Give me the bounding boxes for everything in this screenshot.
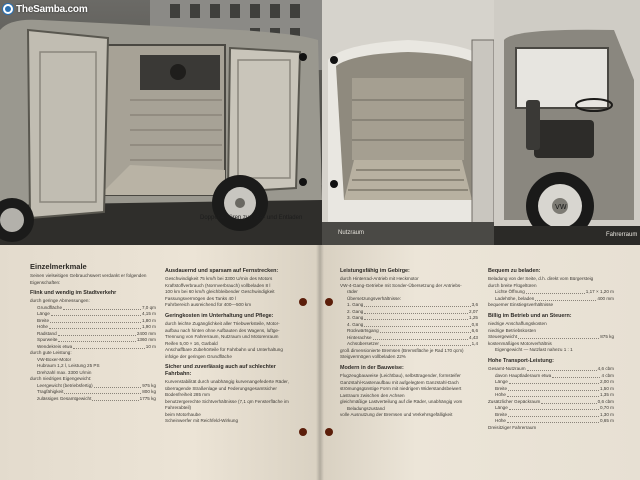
spec-column-2 bbox=[165, 268, 293, 425]
spec-line: gleichmäßige Lastverteilung auf die Räder, unabhängig vom bbox=[340, 399, 463, 405]
spec-row: Spurweite 1360 mm bbox=[37, 337, 156, 343]
spec-line: benutzergerechte Sichtverhältnisse (7,1 qm Fensterfläche im bbox=[165, 398, 289, 404]
gear-row: 1. Gang 3,6 bbox=[347, 302, 478, 308]
spec-column-4 bbox=[488, 268, 614, 431]
spec-line: Scheinwerfer mit Reichfeld-Wirkung bbox=[165, 418, 239, 424]
section-title-safety: Sicher und zuverlässig auch auf schlechter Fahrbahn: bbox=[165, 364, 276, 377]
caption-cargo-space: Nutzraum bbox=[338, 230, 365, 236]
spec-line: Fahrerabteil) bbox=[165, 405, 192, 411]
section-title-economy: Billig im Betrieb und an Steuern: bbox=[488, 312, 572, 319]
section-subtitle: durch niedriges Eigengewicht: bbox=[30, 376, 92, 382]
spec-line: beim Motorhaube bbox=[165, 411, 201, 417]
section-title-long-distance: Ausdauernd und sparsam auf Fernstrecken: bbox=[165, 268, 279, 274]
spec-line: VW-4-Gang-Getriebe mit Sonder-Übersetzung der Antriebs- bbox=[340, 282, 462, 288]
page-fold bbox=[316, 245, 324, 480]
spec-column-1 bbox=[30, 262, 156, 402]
spec-row: zulässiges Gesamtgewicht 1775 kg bbox=[37, 395, 156, 401]
spec-line: strömungsgünstige Form mit niedrigem Widerstandsbeiwert bbox=[340, 386, 462, 392]
gear-row: Rückwärtsgang 6,6 bbox=[347, 328, 478, 334]
spec-line: Trennung von Fahrerraum, Nutzraum und Motorenraum bbox=[165, 334, 279, 340]
spec-row: davon Hauptladeraum etwa 4 cbm bbox=[495, 372, 614, 378]
spec-line: Flugzeugbauweise (Leichtbau), selbsttragender, formsteifer bbox=[340, 373, 461, 379]
spec-line: Reifen 5,00 × 16, Garbald bbox=[165, 340, 218, 346]
spec-line: kostenmäßiges Motorverhältnis bbox=[488, 340, 552, 346]
spec-row: Radstand 2400 mm bbox=[37, 330, 156, 336]
spec-row: Höhe 1,35 m bbox=[495, 392, 614, 398]
photo-cargo-interior bbox=[322, 0, 494, 245]
spec-line: Steigvermögen vollbeladen 22% bbox=[340, 354, 406, 360]
spec-row: Leergewicht (betriebsfertig) 975 kg bbox=[37, 382, 156, 388]
spec-column-3 bbox=[340, 268, 478, 419]
spec-row: Breite 1,50 m bbox=[495, 385, 614, 391]
binding-hole bbox=[325, 428, 333, 436]
spec-line: durch Hinterrad-Antrieb mit Heckmotor bbox=[340, 276, 419, 282]
binding-hole bbox=[325, 298, 333, 306]
spec-line: überragende Straßenlage und Federungsgesamtsicher bbox=[165, 385, 277, 391]
section-subtitle: durch gute Leistung: bbox=[30, 350, 72, 356]
gear-row: Achsübersetzer 1,4 bbox=[347, 341, 478, 347]
spec-row: Ladehöhe, beladen 400 mm bbox=[495, 295, 614, 301]
caption-double-doors: Doppelte Türen zum Be- und Entladen bbox=[200, 215, 303, 221]
spec-line: Ganzstahl-Kastenaufbau mit aufgelegtem Ganzstahl-Dach bbox=[340, 379, 459, 385]
spec-line: durch leichte Zugänglichkeit aller Triebwerksteile, Motor- bbox=[165, 321, 280, 327]
section-title-transport: Hohe Transport-Leistung: bbox=[488, 357, 554, 364]
spec-row: Breite 1,30 m bbox=[495, 411, 614, 417]
caption-driver-cabin: Fahrerraum bbox=[606, 232, 638, 238]
spec-line: 100 km bei 60 km/h gleichbleibender Geschwindigkeit bbox=[165, 289, 275, 295]
spec-row: Länge 2,00 m bbox=[495, 379, 614, 385]
site-watermark bbox=[2, 2, 88, 16]
gear-row: 3. Gang 1,25 bbox=[347, 315, 478, 321]
gear-row: 2. Gang 2,07 bbox=[347, 308, 478, 314]
spec-line: Dreisitziger Fahrerraum bbox=[488, 424, 537, 430]
section-title-construction: Modern in der Bauweise: bbox=[340, 364, 404, 371]
spec-line: Fassungsvermögen des Tanks 40 l bbox=[165, 295, 236, 301]
spec-line: Fahrbereich ausreichend für 400—500 km bbox=[165, 302, 252, 308]
van-side-doors-illustration bbox=[0, 0, 322, 245]
spec-line: VW-Boxer-Motor bbox=[37, 356, 72, 362]
spec-row: Wendekreis etwa 10 m bbox=[37, 343, 156, 349]
section-title-city-traffic: Flink und wendig im Stadtverkehr bbox=[30, 290, 117, 296]
driver-cabin-illustration bbox=[494, 0, 640, 245]
spec-row: Gesamt-Nutzraum 4,6 cbm bbox=[488, 366, 614, 372]
spec-line: infolge der geringen Grundfläche bbox=[165, 353, 232, 359]
spec-line: volle Ausnutzung der Bremsen und Verkehrsgefälligkeit bbox=[340, 412, 453, 418]
spec-row: Länge 0,70 m bbox=[495, 405, 614, 411]
spec-row: Breite 1,80 m bbox=[37, 317, 156, 323]
spec-line: bequemer Einstiegsverhältnisse bbox=[488, 302, 554, 308]
spec-row: Lichte Öffnung 1,17 × 1,20 m bbox=[495, 289, 614, 295]
spec-line: Drehzahl max. 3300 U/min bbox=[37, 369, 92, 375]
spec-row: Steuergewicht 875 kg bbox=[488, 334, 614, 340]
section-title-maintenance: Geringkosten im Unterhaltung und Pflege: bbox=[165, 312, 274, 319]
spec-row: Länge 4,15 m bbox=[37, 311, 156, 317]
spec-row: Höhe 1,90 m bbox=[37, 324, 156, 330]
samba-logo-icon bbox=[2, 3, 14, 15]
spec-line: Beladungszustand bbox=[347, 405, 385, 411]
watermark-text: TheSamba.com bbox=[16, 3, 88, 15]
spec-line: niedrige Betriebskosten bbox=[488, 327, 537, 333]
intro-line: Seinen vielseitigen Gebrauchswert verdankt er folgenden bbox=[30, 273, 147, 278]
spec-line: Bodenfreiheit 285 mm bbox=[165, 392, 210, 398]
spec-line: Eigengewicht — Nutzlast nahezu 1 : 1 bbox=[495, 347, 573, 353]
intro-line: Eigenschaften: bbox=[30, 279, 61, 285]
spec-line: durch breite Flügeltüren bbox=[488, 282, 537, 288]
section-subtitle: Übersetzungsverhältnisse: bbox=[347, 295, 402, 301]
spec-line: Geschwindigkeit 75 km/h bei 3300 U/min des Motors bbox=[165, 276, 273, 282]
spec-line: Kraftstoffverbrauch (Normverbrauch) vollbeladen 8 l bbox=[165, 282, 271, 288]
spec-line: Hubraum 1,2 l, Leistung 25 PS bbox=[37, 363, 100, 369]
section-subtitle: durch geringe Abmessungen: bbox=[30, 298, 90, 304]
spec-row: Tragfähigkeit 800 kg bbox=[37, 389, 156, 395]
spec-row: Zusätzlicher Gepäckraum 0,6 cbm bbox=[488, 398, 614, 404]
section-title-features: Einzelmerkmale bbox=[30, 262, 87, 271]
binding-hole bbox=[299, 298, 307, 306]
svg-text:VW: VW bbox=[555, 203, 567, 211]
photo-driver-cabin bbox=[494, 0, 640, 245]
photo-van-side-doors bbox=[0, 0, 322, 245]
section-title-loading: Bequem zu beladen: bbox=[488, 268, 541, 274]
spec-line: aufbau nach hinten ohne Aufbauten des Wagens, luftge- bbox=[165, 327, 280, 333]
spec-line: groß dimensionierte Bremsen (Bremsfläche je Rad 170 qcm) bbox=[340, 347, 464, 353]
spec-line: niedrige Anschaffungskosten bbox=[488, 321, 547, 327]
spec-line: Anschaffbare Zubehörteile für Fahrbahn und Unterhaltung bbox=[165, 347, 283, 353]
cargo-interior-illustration bbox=[322, 0, 494, 245]
spec-line: Kurvenstabilität durch unabhängig kurvenangefederte Räder, bbox=[165, 379, 289, 385]
binding-hole bbox=[299, 428, 307, 436]
gear-row: Hinterachse 4,43 bbox=[347, 334, 478, 340]
spec-row: Grundfläche 7,0 qm bbox=[37, 304, 156, 310]
section-title-mountains: Leistungsfähig im Gebirge: bbox=[340, 268, 410, 274]
spec-line: Beladung von der Seite, d.h. direkt vom Bürgersteig bbox=[488, 276, 594, 282]
gear-row: 4. Gang 0,8 bbox=[347, 321, 478, 327]
spec-line: Lastraum zwischen den Achsen bbox=[340, 392, 405, 398]
spec-line: räder bbox=[347, 289, 358, 295]
spec-row: Höhe 0,65 m bbox=[495, 418, 614, 424]
